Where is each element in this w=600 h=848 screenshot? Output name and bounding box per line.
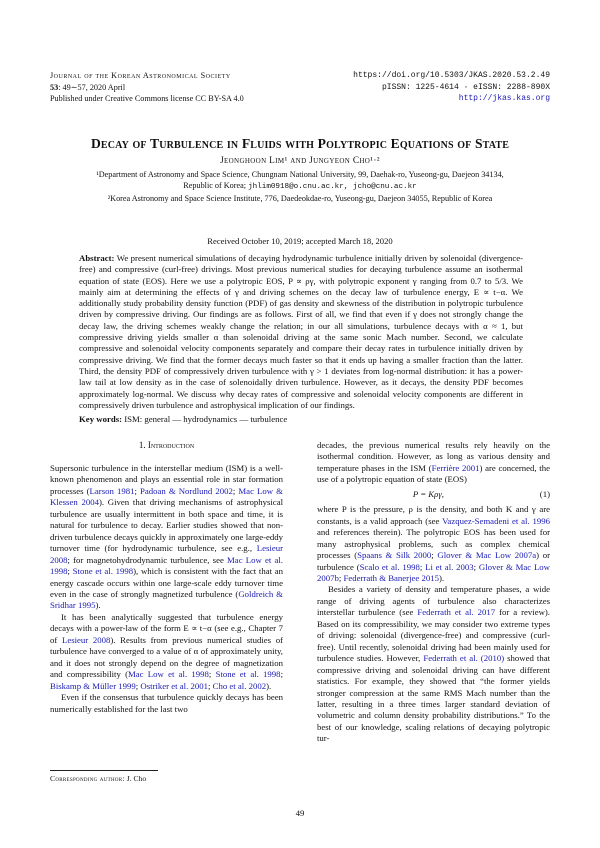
paragraph-text: ; bbox=[232, 485, 239, 496]
journal-name: Journal of the Korean Astronomical Society bbox=[50, 71, 231, 80]
paragraph-text: ; for magnetohydrodynamic turbulence, see bbox=[67, 554, 228, 565]
paragraph-text: ; bbox=[473, 561, 479, 572]
corresponding-label: Corresponding author: bbox=[50, 774, 125, 783]
intro-paragraph-2 bbox=[50, 612, 283, 692]
paragraph-text: showed that compressive driving and solenoidal driving can have different statistics. For example, they showed that “the former yields stronger compression at the same RMS Mach number than the latter, resulting in a three times larger standard deviation of volumetric and column density probability distributions.” To the best of our knowledge, scaling relations of decaying polytropic tur- bbox=[317, 653, 551, 744]
abstract-text: We present numerical simulations of decaying hydrodynamic turbulence initially driven by solenoidal (divergence-free) and compressive (curl-free) drivings. Most previous numerical studies for decaying turbulence assume an isothermal equation of state (EOS). Here we use a polytropic EOS, P ∝ ργ, with polytropic exponent γ ranging from 0.7 to 5/3. We mainly aim at determining the effects of γ and driving schemes on the decay law of turbulence energy, E ∝ t−α. We additionally study probability density function (PDF) of gas density and skewness of the distribution in polytropic turbulence driven by compressive driving. Our findings are as follows. First of all, we find that even if γ does not strongly change the decay law, the driving schemes weakly change the relation; in our all simulations, turbulence decays with α ≈ 1, but compressive driving yields smaller α than solenoidal driving at the same sonic Mach number. Second, we calculate compressive and solenoidal velocity components separately and compare their decay rates in turbulence initially driven by compressive driving. We find that the former decays much faster so that it ends up having a smaller fraction than the latter. Third, the density PDF of compressively driven turbulence with γ > 1 deviates from log-normal distribution: it has a power-law tail at low density as in the case of solenoidally driven turbulence. However, as it decays, the density PDF becomes approximately log-normal. We discuss why decay rates of compressive and solenoidal velocity components are different in compressively driven turbulence and astrophysical implication of our findings. bbox=[79, 253, 523, 410]
website-link[interactable]: http://jkas.kas.org bbox=[458, 94, 550, 104]
equation-1 bbox=[317, 486, 550, 504]
citation-link[interactable]: Mac Low et al. 1998 bbox=[50, 554, 283, 577]
license: Published under Creative Commons license CC BY-SA 4.0 bbox=[50, 94, 244, 104]
intro-paragraph-3: Even if the consensus that turbulence quickly decays has been numerically established for the last two bbox=[50, 692, 283, 714]
citation-link[interactable]: Scalo et al. 1998 bbox=[359, 561, 420, 572]
volume: 53 bbox=[50, 82, 59, 92]
paragraph-text: ; bbox=[419, 561, 426, 572]
affiliation-1-country: Republic of Korea; bbox=[183, 180, 249, 190]
affiliation-2: ²Korea Astronomy and Space Science Institute, 776, Daedeokdae-ro, Yuseong-gu, Daejeon 34055, Republic of Korea bbox=[107, 194, 493, 203]
paragraph-text: ). bbox=[266, 680, 272, 691]
citation-link[interactable]: Mac Low & Klessen 2004 bbox=[50, 485, 283, 508]
keywords-text: ISM: general — hydrodynamics — turbulence bbox=[122, 414, 288, 424]
corresponding-author bbox=[50, 774, 146, 783]
citation-link[interactable]: Biskamp & Müller 1999 bbox=[50, 680, 136, 691]
paragraph-text: ) or turbulence ( bbox=[317, 550, 550, 572]
paragraph-text: ; bbox=[67, 566, 73, 577]
author-emails[interactable]: jhlim0918@o.cnu.ac.kr, jcho@cnu.ac.kr bbox=[248, 182, 417, 191]
citation-link[interactable]: Federrath et al. 2017 bbox=[417, 607, 496, 618]
paper-title: Decay of Turbulence in Fluids with Polytropic Equations of State bbox=[90, 136, 510, 151]
left-column bbox=[50, 463, 283, 715]
intro-paragraph-1 bbox=[50, 463, 283, 612]
citation-link[interactable]: Federrath et al. (2010) bbox=[423, 653, 505, 664]
citation-link[interactable]: Padoan & Nordlund 2002 bbox=[139, 485, 233, 496]
paragraph-text: ). Given that driving mechanisms of astrophysical turbulence are usually intermittent in both space and time, it is natural for turbulence to decay. Earlier studies showed that non-driven turbulence decays quickly in approximately one large-eddy turnover time (for hydrodynamic turbulence, see e.g., bbox=[50, 497, 284, 554]
citation-link[interactable]: Larson 1981 bbox=[89, 485, 135, 496]
paragraph-text: ). bbox=[439, 572, 445, 583]
intro-paragraph-5 bbox=[317, 504, 550, 584]
paragraph-text: decades, the previous numerical results rely heavily on the isothermal condition. However, as long as various density and temperature phases in the ISM ( bbox=[317, 440, 550, 473]
paragraph-text: ). Results from previous numerical studies of turbulence have converged to a value of α of approximately unity, and it does not strongly depend on the degree of magnetization and compressibility ( bbox=[50, 634, 283, 680]
citation-link[interactable]: Li et al. 2003 bbox=[425, 561, 474, 572]
doi-header bbox=[353, 70, 550, 105]
paragraph-text: ). bbox=[95, 600, 101, 611]
paragraph-text: ; bbox=[134, 485, 140, 496]
page-number: 49 bbox=[295, 808, 305, 818]
paragraph-text: Besides a variety of density and temperature phases, a wide range of driving agents of turbulence also characterizes interstellar turbulence (see bbox=[317, 584, 550, 618]
citation-link[interactable]: Ostriker et al. 2001 bbox=[140, 680, 208, 691]
citation-link[interactable]: Lesieur 2008 bbox=[50, 543, 283, 565]
citation-link[interactable]: Stone et al. 1998 bbox=[72, 566, 134, 577]
keywords bbox=[79, 414, 523, 424]
affiliation-1-line2 bbox=[55, 181, 545, 193]
paragraph-text: It has been analytically suggested that turbulence energy decays with a power-law of the form E ∝ t−α (see e.g., Chapter 7 of bbox=[50, 611, 283, 645]
paragraph-text: ; bbox=[338, 572, 344, 583]
citation-link[interactable]: Glover & Mac Low 2007b bbox=[317, 561, 550, 583]
citation-link[interactable]: Vazquez-Semadeni et al. 1996 bbox=[442, 515, 550, 526]
paragraph-text: ; bbox=[280, 669, 283, 680]
citation-link[interactable]: Glover & Mac Low 2007a bbox=[437, 550, 537, 561]
equation-number: (1) bbox=[539, 488, 550, 499]
equation-body: P = Kργ, bbox=[412, 488, 444, 499]
abstract bbox=[79, 253, 523, 411]
paragraph-text: ; bbox=[208, 669, 216, 680]
paragraph-text: ) are concerned, the use of a polytropic equation of state (EOS) bbox=[317, 462, 550, 485]
affiliation-1 bbox=[55, 170, 545, 193]
intro-paragraph-6 bbox=[317, 584, 550, 744]
doi-link[interactable]: https://doi.org/10.5303/JKAS.2020.53.2.49 bbox=[353, 71, 550, 80]
citation-link[interactable]: Mac Low et al. 1998 bbox=[128, 669, 209, 680]
citation-link[interactable]: Ferrière 2001 bbox=[431, 462, 480, 473]
footnote-rule bbox=[50, 770, 158, 771]
paragraph-text: and references therein). The polytropic EOS has been used for many astrophysical problems, such as complex chemical processes ( bbox=[317, 527, 550, 561]
citation-link[interactable]: Cho et al. 2002 bbox=[212, 680, 267, 691]
paragraph-text: ; bbox=[431, 550, 438, 561]
paragraph-text: ), which is consistent with the fact that an energy cascade occurs within one large-scale eddy turnover time even in the case of strongly magnetized turbulence ( bbox=[50, 566, 283, 599]
paragraph-text: Supersonic turbulence in the interstellar medium (ISM) is a well-known phenomenon and plays an essential role in star formation processes ( bbox=[50, 463, 283, 496]
citation-link[interactable]: Spaans & Silk 2000 bbox=[357, 550, 432, 561]
issn: pISSN: 1225-4614 · eISSN: 2288-890X bbox=[381, 82, 550, 92]
right-column bbox=[317, 440, 550, 745]
authors: Jeonghoon Lim¹ and Jungyeon Cho¹·² bbox=[220, 156, 380, 166]
received-dates: Received October 10, 2019; accepted March 18, 2020 bbox=[207, 236, 393, 246]
intro-paragraph-4 bbox=[317, 440, 550, 486]
journal-header bbox=[50, 70, 244, 105]
corresponding-name: J. Cho bbox=[126, 774, 147, 783]
paragraph-text: where P is the pressure, ρ is the density, and both K and γ are constants, is a valid approach (see bbox=[317, 504, 550, 526]
pages-date: : 49∼57, 2020 April bbox=[58, 82, 126, 92]
citation-link[interactable]: Stone et al. 1998 bbox=[215, 669, 281, 680]
abstract-label: Abstract: bbox=[79, 253, 115, 263]
citation-link[interactable]: Lesieur 2008 bbox=[61, 634, 111, 645]
affiliation-1-line1: ¹Department of Astronomy and Space Science, Chungnam National University, 99, Daehak-ro, Yuseong-gu, Daejeon 34134, bbox=[96, 170, 504, 179]
citation-link[interactable]: Federrath & Banerjee 2015 bbox=[343, 572, 439, 583]
paragraph-text: ; bbox=[135, 680, 141, 691]
section-heading: 1. Introduction bbox=[138, 440, 195, 450]
volume-line bbox=[50, 82, 244, 94]
keywords-label: Key words: bbox=[79, 414, 123, 424]
paragraph-text: for a review). Based on its compressibility, we may consider two extreme types of driving: solenoidal (divergence-free) and compressive (curl-free). Until recently, solenoidal driving had been mainly used for turbulence studies. However, bbox=[317, 607, 550, 664]
paragraph-text: ; bbox=[207, 680, 213, 691]
citation-link[interactable]: Goldreich & Sridhar 1995 bbox=[50, 588, 283, 611]
